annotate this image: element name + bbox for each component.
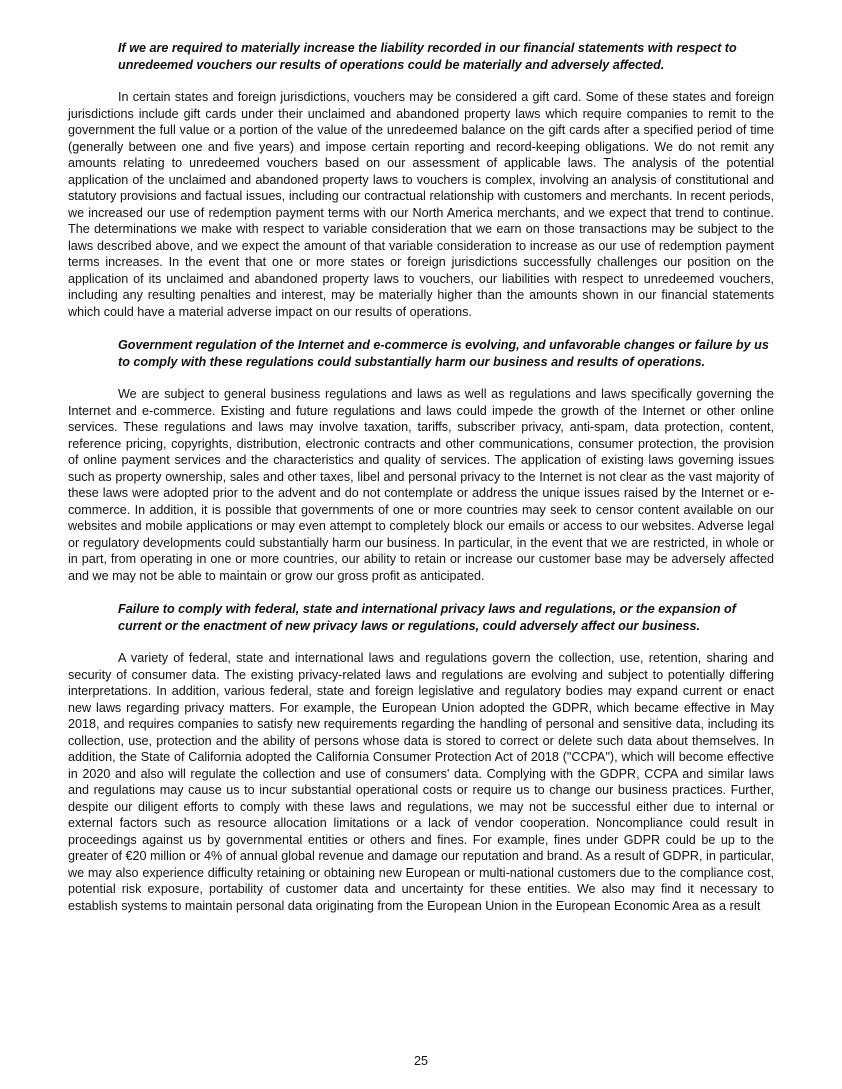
section-heading: If we are required to materially increase the liability recorded in our financial statements with respect to unredeemed vouchers our results of operations could be materially and adversely affected. bbox=[118, 41, 737, 72]
risk-factor-internet-regulation bbox=[68, 337, 774, 584]
risk-factor-privacy-laws bbox=[68, 601, 774, 914]
section-body: A variety of federal, state and international laws and regulations govern the collection, use, retention, sharing and security of consumer data. The existing privacy-related laws and regulations are evolving and subject to potentially differing interpretations. In addition, various federal, state and foreign legislative and regulatory bodies may expand current or enact new laws regarding privacy matters. For example, the European Union adopted the GDPR, which became effective in May 2018, and requires companies to satisfy new requirements regarding the handling of personal and sensitive data, including its collection, use, protection and the ability of persons whose data is stored to correct or delete such data about themselves. In addition, the State of California adopted the California Consumer Protection Act of 2018 ("CCPA"), which will become effective in 2020 and also will regulate the collection and use of consumers' data. Complying with the GDPR, CCPA and similar laws and regulations may cause us to incur substantial operational costs or require us to change our business practices. Further, despite our diligent efforts to comply with these laws and regulations, we may not be successful either due to internal or external factors such as resource allocation limitations or a lack of vendor cooperation. Noncompliance could result in proceedings against us by governmental entities or others and fines. For example, fines under GDPR could be up to the greater of €20 million or 4% of annual global revenue and damage our reputation and brand. As a result of GDPR, in particular, we may also experience difficulty retaining or obtaining new European or multi-national customers due to the compliance cost, potential risk exposure, portability of customer data and uncertainty for these entities. We also may find it necessary to establish systems to maintain personal data originating from the European Union in the European Economic Area as a result bbox=[68, 651, 774, 913]
section-body: In certain states and foreign jurisdictions, vouchers may be considered a gift card. Some of these states and foreign jurisdictions include gift cards under their unclaimed and abandoned property laws which require companies to remit to the government the full value or a portion of the value of the unredeemed balance on the gift cards after a specified period of time (generally between one and five years) and impose certain reporting and record-keeping obligations. We do not remit any amounts relating to unredeemed vouchers based on our assessment of applicable laws. The analysis of the potential application of the unclaimed and abandoned property laws to vouchers is complex, involving an analysis of constitutional and statutory provisions and factual issues, including our contractual relationship with customers and merchants. In recent periods, we increased our use of redemption payment terms with our North America merchants, and we expect that trend to continue. The determinations we make with respect to variable consideration that we earn on those transactions may be subject to the laws described above, and we expect the amount of that variable consideration to increase as our use of redemption payment terms increases. In the event that one or more states or foreign jurisdictions successfully challenges our position on the application of its unclaimed and abandoned property laws to vouchers, our liabilities with respect to unredeemed vouchers, including any resulting penalties and interest, may be materially higher than the amounts shown in our financial statements which could have a material adverse impact on our results of operations. bbox=[68, 90, 774, 319]
page-number: 25 bbox=[413, 1054, 428, 1068]
section-body: We are subject to general business regulations and laws as well as regulations and laws specifically governing the Internet and e-commerce. Existing and future regulations and laws could impede the growth of the Internet or other online services. These regulations and laws may involve taxation, tariffs, subscriber privacy, anti-spam, data protection, content, reference pricing, copyrights, distribution, electronic contracts and other communications, consumer protection, the provision of online payment services and the characteristics and quality of services. The application of existing laws governing issues such as property ownership, sales and other taxes, libel and personal privacy to the Internet is not clear as the vast majority of these laws were adopted prior to the advent and do not contemplate or address the unique issues raised by the Internet or e-commerce. In addition, it is possible that governments of one or more countries may seek to censor content available on our websites and mobile applications or may even attempt to completely block our emails or access to our websites. Adverse legal or regulatory developments could substantially harm our business. In particular, in the event that we are restricted, in whole or in part, from operating in one or more countries, our ability to retain or increase our customer base may be adversely affected and we may not be able to maintain or grow our gross profit as anticipated. bbox=[68, 387, 774, 583]
document-page bbox=[68, 40, 774, 914]
risk-factor-unredeemed-vouchers bbox=[68, 40, 774, 320]
section-heading: Failure to comply with federal, state and international privacy laws and regulations, or the expansion of current or the enactment of new privacy laws or regulations, could adversely affect our business. bbox=[118, 602, 736, 633]
section-heading: Government regulation of the Internet and e-commerce is evolving, and unfavorable changes or failure by us to comply with these regulations could substantially harm our business and results of operations. bbox=[118, 338, 769, 369]
